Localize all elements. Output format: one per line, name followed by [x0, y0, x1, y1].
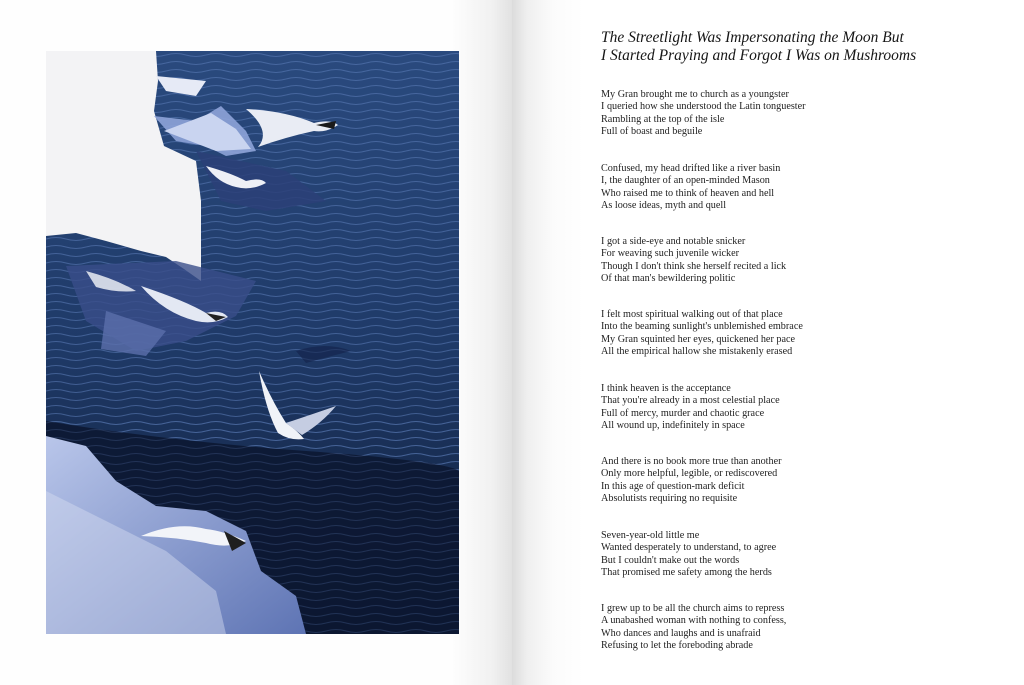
poem-line: A unabashed woman with nothing to confess,	[601, 615, 787, 627]
poem-line: I felt most spiritual walking out of that place	[601, 309, 783, 320]
poem-line: Absolutists requiring no requisite	[601, 492, 738, 504]
poem-line: Though I don't think she herself recited a lick	[601, 260, 787, 272]
poem-line: I queried how she understood the Latin tonguester	[601, 101, 806, 113]
stanza-3	[601, 236, 786, 285]
seagull-collage-image	[46, 51, 459, 634]
poem-line: Only more helpful, legible, or rediscovered	[601, 468, 778, 480]
poem-line: All wound up, indefinitely in space	[601, 419, 745, 431]
poem-line: That promised me safety among the herds	[601, 566, 772, 578]
poem-title-line-2: I Started Praying and Forgot I Was on Mushrooms	[601, 47, 917, 64]
poem-line: Who dances and laughs and is unafraid	[601, 627, 761, 639]
poem-line: All the empirical hallow she mistakenly erased	[601, 345, 793, 357]
poem-line: Of that man's bewildering politic	[601, 272, 736, 284]
stanza-6	[601, 456, 782, 505]
stanza-8	[601, 603, 786, 652]
poem-title-line-1: The Streetlight Was Impersonating the Moon But	[601, 29, 904, 46]
stanza-2	[601, 163, 780, 212]
poem-title	[601, 29, 1001, 65]
poem-line: Into the beaming sunlight's unblemished embrace	[601, 321, 803, 333]
poem-line: I grew up to be all the church aims to repress	[601, 603, 785, 614]
stanza-7	[601, 530, 776, 579]
poem-line: I, the daughter of an open-minded Mason	[601, 175, 770, 187]
stanza-1	[601, 89, 806, 138]
poem-line: And there is no book more true than another	[601, 456, 782, 467]
poem-line: Wanted desperately to understand, to agree	[601, 542, 777, 554]
poem-line: I think heaven is the acceptance	[601, 383, 731, 394]
poem-line: In this age of question-mark deficit	[601, 480, 745, 492]
poem-line: Refusing to let the foreboding abrade	[601, 639, 753, 651]
poem-line: I got a side-eye and notable snicker	[601, 236, 746, 247]
poem-line: Seven-year-old little me	[601, 530, 700, 541]
poem-line: For weaving such juvenile wicker	[601, 248, 740, 260]
poem-line: My Gran squinted her eyes, quickened her pace	[601, 333, 796, 345]
poem-line: But I couldn't make out the words	[601, 554, 740, 566]
poem-line: Full of mercy, murder and chaotic grace	[601, 407, 765, 419]
poem-line: Who raised me to think of heaven and hell	[601, 187, 775, 199]
poem-line: Rambling at the top of the isle	[601, 113, 725, 125]
poem-line: Full of boast and beguile	[601, 125, 703, 137]
stanza-4	[601, 309, 803, 358]
stanza-5	[601, 383, 780, 432]
poem-line: My Gran brought me to church as a youngster	[601, 89, 789, 100]
poem-line: That you're already in a most celestial place	[601, 395, 780, 407]
poem-line: Confused, my head drifted like a river basin	[601, 163, 781, 174]
poem-line: As loose ideas, myth and quell	[601, 199, 727, 211]
